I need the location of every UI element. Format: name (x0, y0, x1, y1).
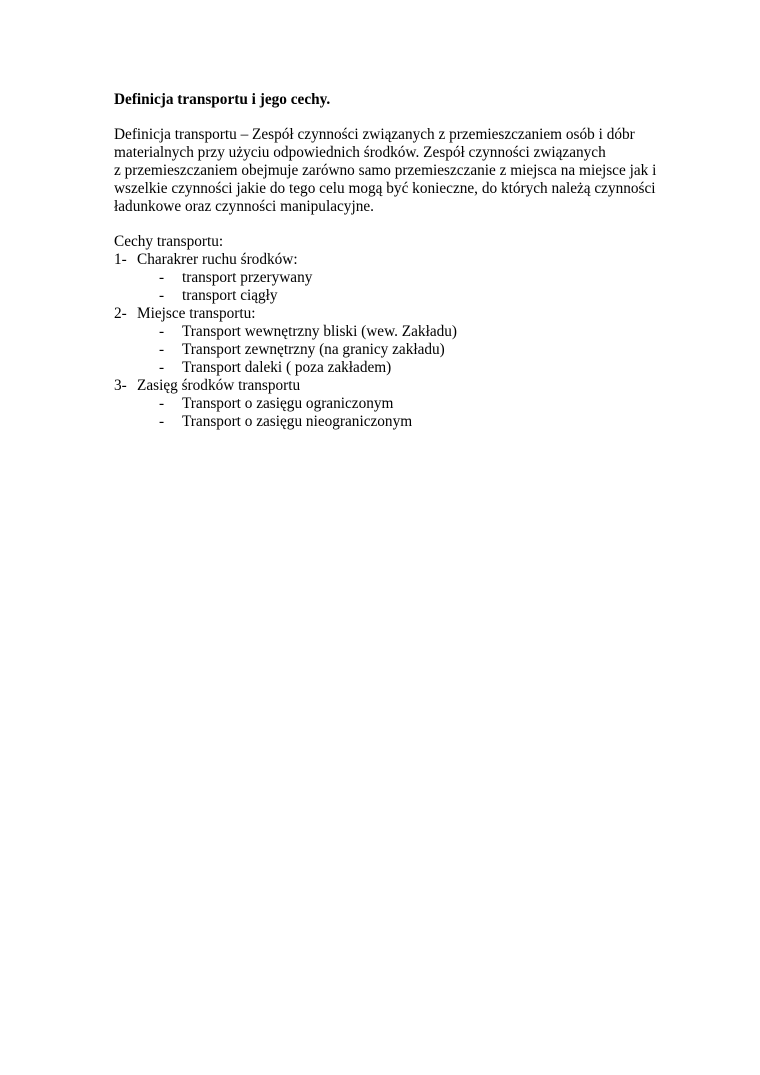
feature-sub-item (114, 269, 674, 287)
feature-sub-item (114, 287, 674, 305)
dash-bullet: - (159, 269, 165, 286)
document-body (114, 91, 674, 431)
definition-line: ładunkowe oraz czynności manipulacyjne. (114, 198, 374, 215)
feature-item (114, 251, 674, 305)
feature-sub-list (114, 323, 674, 377)
sub-item-text: Transport daleki ( poza zakładem) (182, 359, 392, 376)
definition-line: z przemieszczaniem obejmuje zarówno samo przemieszczanie z miejsca na miejsce jak i (114, 162, 657, 179)
dash-bullet: - (159, 359, 165, 376)
feature-item (114, 377, 674, 431)
feature-number: 1- (114, 251, 127, 268)
dash-bullet: - (159, 287, 165, 304)
feature-sub-item (114, 341, 674, 359)
feature-sub-item (114, 323, 674, 341)
dash-bullet: - (159, 395, 165, 412)
feature-label: Charakrer ruchu środków: (137, 251, 298, 268)
sub-item-text: Transport wewnętrzny bliski (wew. Zakładu) (182, 323, 457, 340)
definition-line: materialnych przy użyciu odpowiednich środków. Zespół czynności związanych (114, 144, 606, 161)
definition-paragraph (114, 126, 674, 216)
feature-item (114, 305, 674, 377)
dash-bullet: - (159, 323, 165, 340)
feature-sub-item (114, 413, 674, 431)
feature-sub-item (114, 395, 674, 413)
sub-item-text: transport ciągły (182, 287, 278, 304)
sub-item-text: Transport o zasięgu ograniczonym (182, 395, 394, 412)
sub-item-text: transport przerywany (182, 269, 313, 286)
feature-sub-list (114, 395, 674, 431)
feature-sub-list (114, 269, 674, 305)
definition-line: wszelkie czynności jakie do tego celu mogą być konieczne, do których należą czynności (114, 180, 656, 197)
sub-item-text: Transport o zasięgu nieograniczonym (182, 413, 413, 430)
feature-number: 3- (114, 377, 127, 394)
features-intro: Cechy transportu: (114, 233, 224, 250)
feature-sub-item (114, 359, 674, 377)
sub-item-text: Transport zewnętrzny (na granicy zakładu) (182, 341, 445, 358)
definition-line: Definicja transportu – Zespół czynności związanych z przemieszczaniem osób i dóbr (114, 126, 635, 143)
dash-bullet: - (159, 413, 165, 430)
dash-bullet: - (159, 341, 165, 358)
feature-label: Zasięg środków transportu (137, 377, 301, 394)
feature-number: 2- (114, 305, 127, 322)
feature-label: Miejsce transportu: (137, 305, 256, 322)
features-list (114, 251, 674, 431)
document-title: Definicja transportu i jego cechy. (114, 91, 331, 108)
